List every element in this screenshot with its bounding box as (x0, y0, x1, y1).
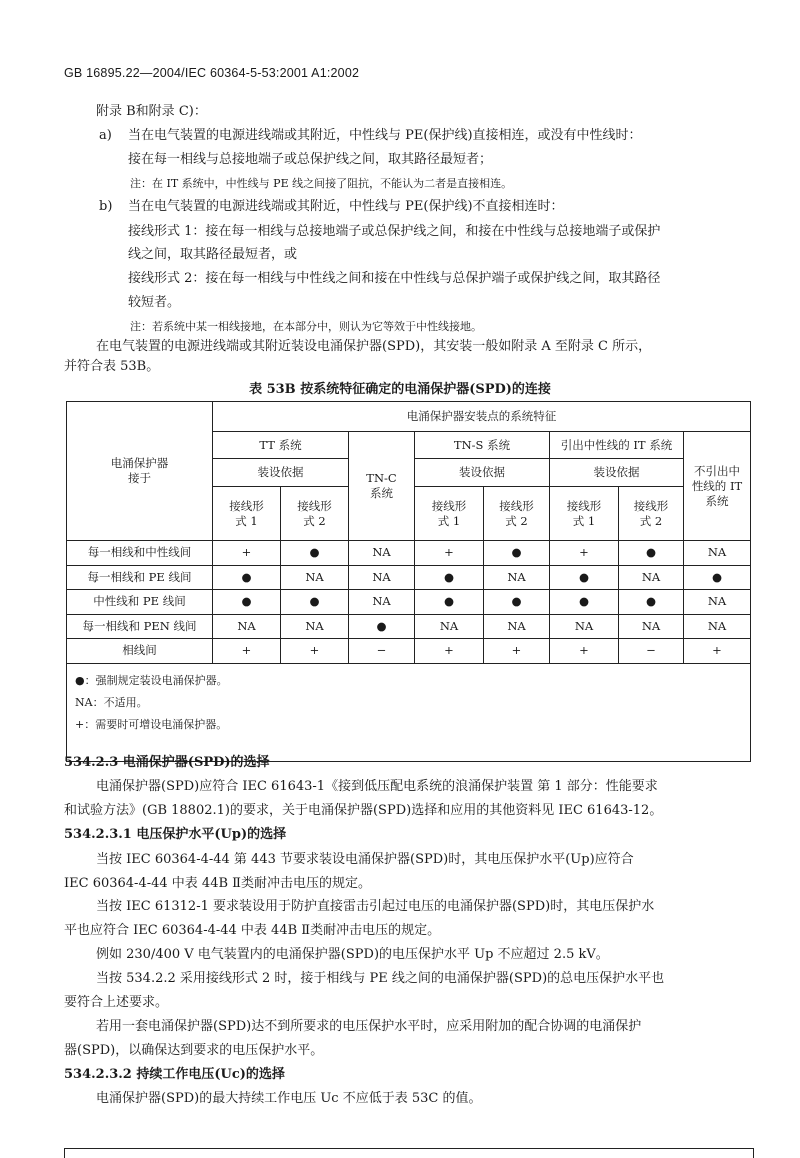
section-paragraph: 例如 230/400 V 电气装置内的电涌保护器(SPD)的电压保护水平 Up 不应超过 2.5 kV。 (96, 947, 609, 962)
section-paragraph: IEC 60364-4-44 中表 44B Ⅱ类耐冲击电压的规定。 (64, 876, 371, 891)
table-cell: ● (415, 565, 484, 590)
item-b-form2-line2: 较短者。 (128, 295, 181, 310)
table-cell: ● (550, 590, 619, 615)
section-paragraph: 器(SPD)，以确保达到要求的电压保护水平。 (64, 1043, 324, 1058)
table-cell: ● (415, 590, 484, 615)
table-cell: NA (484, 565, 550, 590)
legend-mandatory: ●：强制规定装设电涌保护器。 (75, 673, 228, 687)
table-cell: + (484, 639, 550, 664)
group-header-tnc: TN-C 系统 (349, 432, 415, 541)
table-caption: 表 53B 按系统特征确定的电涌保护器(SPD)的连接 (249, 382, 551, 397)
table-cell: ● (281, 590, 349, 615)
group-header-tt: TT 系统 (213, 432, 349, 459)
form2-header: 接线形式 2 (484, 487, 550, 541)
section-paragraph: 和试验方法》(GB 18802.1)的要求，关于电涌保护器(SPD)选择和应用的其他资料见 IEC 61643-12。 (64, 803, 663, 818)
legend-not-applicable: NA：不适用。 (75, 695, 148, 709)
section-heading: 534.2.3 电涌保护器(SPD)的选择 (64, 755, 270, 770)
form2-header: 接线形式 2 (619, 487, 684, 541)
table-cell: NA (550, 614, 619, 639)
table-corner-header: 电涌保护器接于 (67, 402, 213, 541)
section-paragraph: 当按 534.2.2 采用接线形式 2 时，接于相线与 PE 线之间的电涌保护器(SPD)的总电压保护水平也 (96, 971, 665, 986)
table-cell: ● (213, 590, 281, 615)
row-label: 相线间 (67, 639, 213, 664)
form1-header: 接线形式 1 (550, 487, 619, 541)
table-cell: NA (213, 614, 281, 639)
group-header-it-neutral: 引出中性线的 IT 系统 (550, 432, 684, 459)
table-cell: NA (281, 614, 349, 639)
item-b-form1-line1: 接线形式 1：接在每一相线与总接地端子或总保护线之间，和接在中性线与总接地端子或保护 (128, 224, 661, 239)
table-cell: NA (619, 614, 684, 639)
table-cell: ● (619, 590, 684, 615)
table-cell: NA (619, 565, 684, 590)
section-paragraph: 当按 IEC 60364-4-44 第 443 节要求装设电涌保护器(SPD)时，其电压保护水平(Up)应符合 (96, 852, 634, 867)
table-row (67, 565, 751, 590)
table-cell: NA (415, 614, 484, 639)
legend-optional: +：需要时可增设电涌保护器。 (75, 717, 228, 731)
table-legend (67, 663, 751, 761)
basis-header-tns: 装设依据 (415, 459, 550, 487)
table-cell: ● (281, 541, 349, 566)
section-paragraph: 要符合上述要求。 (64, 995, 169, 1010)
table-cell: ● (484, 590, 550, 615)
item-a-text: 当在电气装置的电源进线端或其附近，中性线与 PE(保护线)直接相连，或没有中性线时： (128, 128, 642, 143)
table-cell: NA (349, 590, 415, 615)
table-cell: ● (619, 541, 684, 566)
item-a-label: a) (99, 128, 112, 143)
table-cell: NA (484, 614, 550, 639)
intro-line: 附录 B和附录 C)： (96, 104, 207, 119)
spd-connection-table (66, 401, 751, 762)
table-cell: + (281, 639, 349, 664)
page-header: GB 16895.22—2004/IEC 60364-5-53:2001 A1:2002 (64, 66, 360, 80)
table-cell: ● (213, 565, 281, 590)
table-cell: NA (684, 541, 751, 566)
table-cell: NA (281, 565, 349, 590)
paragraph-line-2: 并符合表 53B。 (64, 359, 160, 374)
table-row (67, 590, 751, 615)
item-b-note: 注：若系统中某一相线接地，在本部分中，则认为它等效于中性线接地。 (130, 320, 482, 333)
table-cell: − (349, 639, 415, 664)
row-label: 每一相线和 PEN 线间 (67, 614, 213, 639)
table-cell: + (415, 541, 484, 566)
form1-header: 接线形式 1 (213, 487, 281, 541)
item-b-label: b) (99, 199, 113, 214)
group-header-tns: TN-S 系统 (415, 432, 550, 459)
paragraph-line-1: 在电气装置的电源进线端或其附近装设电涌保护器(SPD)，其安装一般如附录 A 至附录 C 所示， (96, 339, 652, 354)
section-paragraph: 若用一套电涌保护器(SPD)达不到所要求的电压保护水平时，应采用附加的配合协调的电涌保护 (96, 1019, 642, 1034)
table-cell: + (213, 639, 281, 664)
basis-header-it: 装设依据 (550, 459, 684, 487)
table-row (67, 614, 751, 639)
table-cell: ● (684, 565, 751, 590)
table-cell: ● (550, 565, 619, 590)
table-cell: NA (684, 614, 751, 639)
row-label: 每一相线和 PE 线间 (67, 565, 213, 590)
section-heading: 534.2.3.1 电压保护水平(Up)的选择 (64, 827, 287, 842)
item-a-note: 注：在 IT 系统中，中性线与 PE 线之间接了阻抗，不能认为二者是直接相连。 (130, 177, 513, 190)
section-paragraph: 当按 IEC 61312-1 要求装设用于防护直接雷击引起过电压的电涌保护器(SPD)时，其电压保护水 (96, 899, 655, 914)
table-cell: + (550, 541, 619, 566)
table-top-header: 电涌保护器安装点的系统特征 (213, 402, 751, 432)
item-b-form1-line2: 线之间，取其路径最短者，或 (128, 247, 298, 262)
footer-frame (64, 1148, 754, 1158)
item-b-form2-line1: 接线形式 2：接在每一相线与中性线之间和接在中性线与总保护端子或保护线之间，取其路径 (128, 271, 661, 286)
table-cell: + (213, 541, 281, 566)
table-row (67, 541, 751, 566)
section-paragraph: 电涌保护器(SPD)的最大持续工作电压 Uc 不应低于表 53C 的值。 (96, 1091, 482, 1106)
table-cell: NA (349, 541, 415, 566)
item-b-text: 当在电气装置的电源进线端或其附近，中性线与 PE(保护线)不直接相连时： (128, 199, 564, 214)
section-paragraph: 平也应符合 IEC 60364-4-44 中表 44B Ⅱ类耐冲击电压的规定。 (64, 923, 441, 938)
form1-header: 接线形式 1 (415, 487, 484, 541)
table-cell: NA (684, 590, 751, 615)
table-cell: NA (349, 565, 415, 590)
basis-header-tt: 装设依据 (213, 459, 349, 487)
table-cell: ● (484, 541, 550, 566)
section-heading: 534.2.3.2 持续工作电压(Uc)的选择 (64, 1067, 285, 1082)
table-cell: + (684, 639, 751, 664)
form2-header: 接线形式 2 (281, 487, 349, 541)
table-cell: + (415, 639, 484, 664)
row-label: 每一相线和中性线间 (67, 541, 213, 566)
table-row (67, 639, 751, 664)
table-cell: ● (349, 614, 415, 639)
section-paragraph: 电涌保护器(SPD)应符合 IEC 61643-1《接到低压配电系统的浪涌保护装置 第 1 部分：性能要求 (96, 779, 658, 794)
row-label: 中性线和 PE 线间 (67, 590, 213, 615)
table-cell: − (619, 639, 684, 664)
item-a-text-2: 接在每一相线与总接地端子或总保护线之间，取其路径最短者； (128, 152, 493, 167)
group-header-it-no-neutral: 不引出中性线的 IT 系统 (684, 432, 751, 541)
table-cell: + (550, 639, 619, 664)
